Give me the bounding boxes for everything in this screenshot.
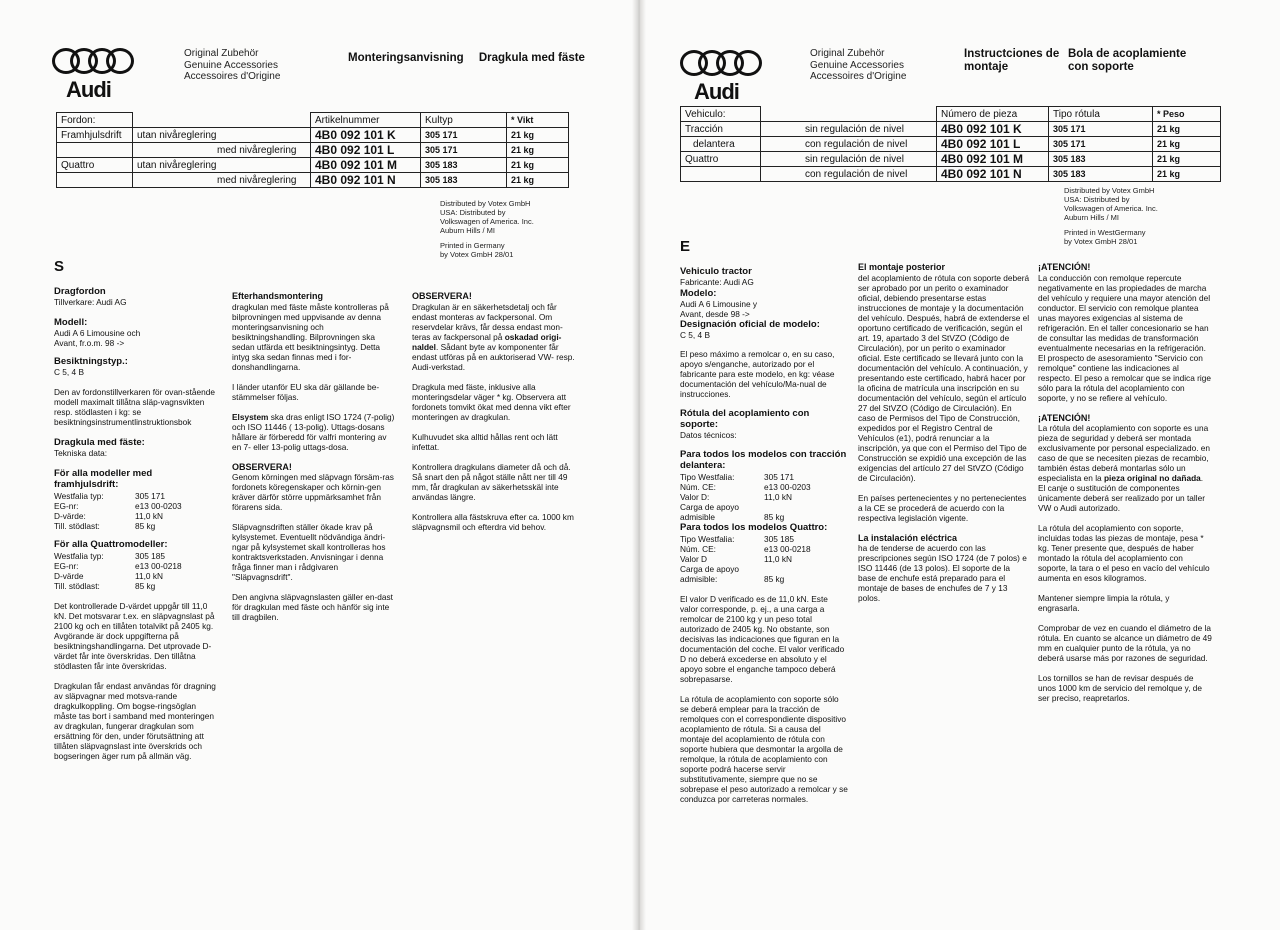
text-column-2: Efterhandsmontering dragkulan med fäste måste kontrolleras på bilprovningen med uppvisande av denna monteringsanvisning och besiktningshandling. Bilprovningen ska sedan utfärda ett besiktningsintyg. Detta intyg ska sedan finnas med i for-donshandlingarna. I länder utanför EU ska där gällande be-stämmelser följas. Elsystem ska dras enligt ISO 1724 (7-polig) och ISO 11446 ( 13-polig). Uttags-dosans hållare är förberedd för valfri montering av en 7- eller 13-polig uttags-dosa. OBSERVERA! Genom körningen med släpvagn försäm-ras fordonets köregenskaper och körnin-gen kräver därför större uppmärksamhet från förarens sida. Släpvagnsdriften ställer ökade krav på kylsystemet. Eventuellt nödvändiga ändri-ngar på kylsystemet skall kontrolleras hos kontraktsverkstaden. Anvisningar i denna fråga finner man i rådgivaren "Släpvagnsdrift". Den angivna släpvagnslasten gäller en-dast för dragkulan med fäste och hänför sig inte till dragbilen. xyxy=(232,291,395,622)
parts-table xyxy=(680,106,1221,182)
table-row: med nivåreglering 4B0 092 101 L 305 171 21 kg xyxy=(57,143,569,158)
audi-logo xyxy=(680,48,764,105)
distribution-note: Distributed by Votex GmbH USA: Distributed by Volkswagen of America. Inc. Auburn Hills / MI Printed in WestGermany by Votex GmbH 28/01 xyxy=(1064,186,1158,246)
four-rings-icon xyxy=(52,46,136,76)
table-header-row: Vehiculo: Número de pieza Tipo rótula * Peso xyxy=(681,107,1221,122)
text-column-3: OBSERVERA! Dragkulan är en säkerhetsdetalj och får endast monteras av fackpersonal. Om reservdelar krävs, får dessa endast mon-teras av fackpersonal på oskadad origi-naldel. Sådant byte av komponenter får endast utföras på en auktoriserad VW- resp. Audi-verkstad. Dragkula med fäste, inklusive alla monteringsdelar väger * kg. Observera att fordonets tomvikt ökat med denna vikt efter monteringen av dragkulan. Kulhuvudet ska alltid hållas rent och lätt infettat. Kontrollera dragkulans diameter då och då. Så snart den på något ställe nått ner till 49 mm, får dragkulan av säkerhetsskäl inte användas längre. Kontrollera alla fästskruva efter ca. 1000 km släpvagnsmil och efterdra vid behov. xyxy=(412,291,575,532)
headline-title: Instructciones de montaje xyxy=(964,48,1060,73)
distribution-note: Distributed by Votex GmbH USA: Distributed by Volkswagen of America. Inc. Auburn Hills / MI Printed in Germany by Votex GmbH 28/01 xyxy=(440,199,534,259)
language-letter: S xyxy=(54,258,65,275)
table-row: Framhjulsdrift utan nivåreglering 4B0 092 101 K 305 171 21 kg xyxy=(57,128,569,143)
text-column-1: Dragfordon Tillverkare: Audi AG Modell: Audi A 6 Limousine och Avant, fr.o.m. 98 -> Besiktningstyp.: C 5, 4 B Den av fordonstillverkaren för ovan-stående modell maximalt tillåtna släp-vagnsvikten resp. stödlasten i kg: se besiktningsinstrumentlinstruktionsbok Dragkula med fäste: Tekniska data: För alla modeller med framhjulsdrift: Westfalia typ: 305 171 EG-nr: e13 00-0203 D-värde: 11,0 kN Till. stödlast: 85 kg För alla Quattromodeller: Westfalia typ: 305 185 EG-nr: e13 00-0218 D-värde 11,0 kN Till. stödlast: 85 kg Det kontrollerade D-värdet uppgår till 11,0 kN. Det motsvarar t.ex. en släpvagnslast på 2100 kg och en tillåten totalvikt på 2405 kg. Avgörande är dock uppgifterna på besiktningshandlingarna. Det utprovade D-värdet får inte överskridas. Den tillåtna stödlasten får inte överskridas. Dragkulan får endast användas för dragning av släpvagnar med motsva-rande dragkulkoppling. Om bogse-ringsöglan måste tas bort i samband med monteringen av dragkulan, fungerar dragkulan som ersättning för den, under förutsättning att tillåten släpvagnslast inte överskrids och bogseringen äger rum på allmän väg. xyxy=(54,286,216,761)
table-row: Tracción sin regulación de nivel 4B0 092 101 K 305 171 21 kg xyxy=(681,122,1221,137)
spec-list: Westfalia typ: 305 185 EG-nr: e13 00-0218 D-värde 11,0 kN Till. stödlast: 85 kg xyxy=(54,551,182,591)
table-row: med nivåreglering 4B0 092 101 N 305 183 21 kg xyxy=(57,173,569,188)
table-row: delantera con regulación de nivel 4B0 092 101 L 305 171 21 kg xyxy=(681,137,1221,152)
spec-list: Tipo Westfalia: 305 171 Núm. CE: e13 00-0203 Valor D: 11,0 kN Carga de apoyo admisible 85 kg xyxy=(680,472,811,522)
text-column-1: Vehiculo tractor Fabricante: Audi AG Modelo: Audi A 6 Limousine y Avant, desde 98 -> Designación oficial de modelo: C 5, 4 B El peso máximo a remolcar o, en su caso, apoyo s/enganche, autorizado por el fabricante para este modelo, en kg: véase documentación del vehículo/Ma-nual de instrucciones. Rótula del acoplamiento con soporte: Datos técnicos: Para todos los modelos con tracción delantera: Tipo Westfalia: 305 171 Núm. CE: e13 00-0203 Valor D: 11,0 kN Carga de apoyo admisible 85 kg Para todos los modelos Quattro: Tipo Westfalia: 305 185 Núm. CE: e13 00-0218 Valor D 11,0 kN Carga de apoyo admisible: 85 kg El valor D verificado es de 11,0 kN. Este valor corresponde, p. ej., a una carga a remolcar de 2100 kg y un peso total autorizado de 2405 kg. No obstante, son decisivas las indicaciones que figuran en la documentación del coche. El valor verificado D no deberá excederse en absoluto y el apoyo sobre el enganche tampoco deberá sobrepasarse. La rótula de acoplamiento con soporte sólo se deberá emplear para la tracción de remolques con el correspondiente dispositivo acoplamiento de rótula. Si a causa del montaje del acoplamiento de rótula con soporte hubiera que desmontar la argolla de remolque, la rótula de acoplamiento con soporte podrá hacerse servir substitutivamente, siempre que no se sobrepase el peso autorizado a remolcar y se conduzca por carreteras normales. xyxy=(680,266,848,804)
table-header-row: Fordon: Artikelnummer Kultyp * Vikt xyxy=(57,113,569,128)
accessories-label: Original Zubehör Genuine Accessories Accessoires d'Origine xyxy=(184,48,281,82)
headline-title: Monteringsanvisning xyxy=(348,52,464,64)
headline-subtitle: Bola de acoplamiente con soporte xyxy=(1068,48,1187,73)
accessories-label: Original Zubehör Genuine Accessories Accessoires d'Origine xyxy=(810,48,907,82)
spec-list: Tipo Westfalia: 305 185 Núm. CE: e13 00-0218 Valor D 11,0 kN Carga de apoyo admisible: 85 kg xyxy=(680,534,811,584)
brand-wordmark: Audi xyxy=(694,79,739,104)
parts-table xyxy=(56,112,569,188)
language-letter: E xyxy=(680,238,691,255)
page-fold xyxy=(632,0,646,930)
table-row: Quattro utan nivåreglering 4B0 092 101 M 305 183 21 kg xyxy=(57,158,569,173)
headline xyxy=(348,52,585,65)
brand-wordmark: Audi xyxy=(66,77,111,102)
page-spanish xyxy=(640,0,1280,930)
audi-logo xyxy=(52,46,136,103)
four-rings-icon xyxy=(680,48,764,78)
headline-subtitle: Dragkula med fäste xyxy=(478,52,585,64)
table-row: con regulación de nivel 4B0 092 101 N 305 183 21 kg xyxy=(681,167,1221,182)
spec-list: Westfalia typ: 305 171 EG-nr: e13 00-0203 D-värde: 11,0 kN Till. stödlast: 85 kg xyxy=(54,491,182,531)
table-row: Quattro sin regulación de nivel 4B0 092 101 M 305 183 21 kg xyxy=(681,152,1221,167)
text-column-3: ¡ATENCIÓN! La conducción con remolque repercute negativamente en las propiedades de marcha del vehículo y requiere una mayor atención del conductor. El servicio con remolque plantea unas mayores exigencias al sistema de refrigeración. En el taller concesionario se han de consultar las medidas de transformación eventualmente necesarias en la refrigeración. El prospecto de asesoramiento "Servicio con remolque" contiene las indicaciones al respecto. El peso a remolcar que se indica rige sólo para la rótula del acoplamiento con soporte, y no se refiere al vehículo. ¡ATENCIÓN! La rótula del acoplamiento con soporte es una pieza de seguridad y deberá ser montada exclusivamente por personal especializado. en caso de que se necesiten piezas de recambio, también éstas deberá montarlas sólo un especialista en la pieza original no dañada. El canje o sustitución de componentes únicamente deberá ser realizado por un taller VW o Audi autorizado. La rótula del acoplamiento con soporte, incluidas todas las piezas de montaje, pesa * kg. Tener presente que, después de haber montado la rótula del acoplamiento con soporte, la tara o el peso en vacío del vehículo aumenta en esos kilogramos. Mantener siempre limpia la rótula, y engrasarla. Comprobar de vez en cuando el diámetro de la rótula. En cuanto se alcance un diámetro de 49 mm en cualquier punto de la rótula, ya no deberá usarse más por razones de seguridad. Los tornillos se han de revisar después de unos 1000 km de servicio del remolque y, de ser preciso, reapretarlos. xyxy=(1038,262,1212,703)
text-column-2: El montaje posterior del acoplamiento de rótula con soporte deberá ser aprobado por un perito o examinador oficial, debiendo presentarse estas instrucciones de montaje y la documentación del vehículo. Después, habrá de extenderse el oportuno certificado de verificación, según el art. 19, apartado 3 del StVZO (Código de Circulación), por un perito o examinador oficial. Este certificado se llevará junto con la documentación del vehículo. A continuación, y presentando este certificado, habrá hacer por la oficina de matrícula una inscripción en su documentación del vehículo, según el artículo 27 del StVZO (Código de Circulación). En caso de Permisos del Tipo de Construcción, expedidos por el Registro Central de Vehículos (e1), podrá renunciar a la inscripción, ya que con el Permiso del Tipo de Construcción se expidió una excepción de las exigencias del artículo 27 del StVZO (Código de Circulación). En países pertenecientes y no pertenecientes a la CE se procederá de acuerdo con la respectiva legislación vigente. La instalación eléctrica ha de tenderse de acuerdo con las prescripciones según ISO 1724 (de 7 polos) e ISO 11446 (de 13 polos). El soporte de la base de enchufe está preparado para el montaje de bases de enchufes de 7 y 13 polos. xyxy=(858,262,1030,603)
